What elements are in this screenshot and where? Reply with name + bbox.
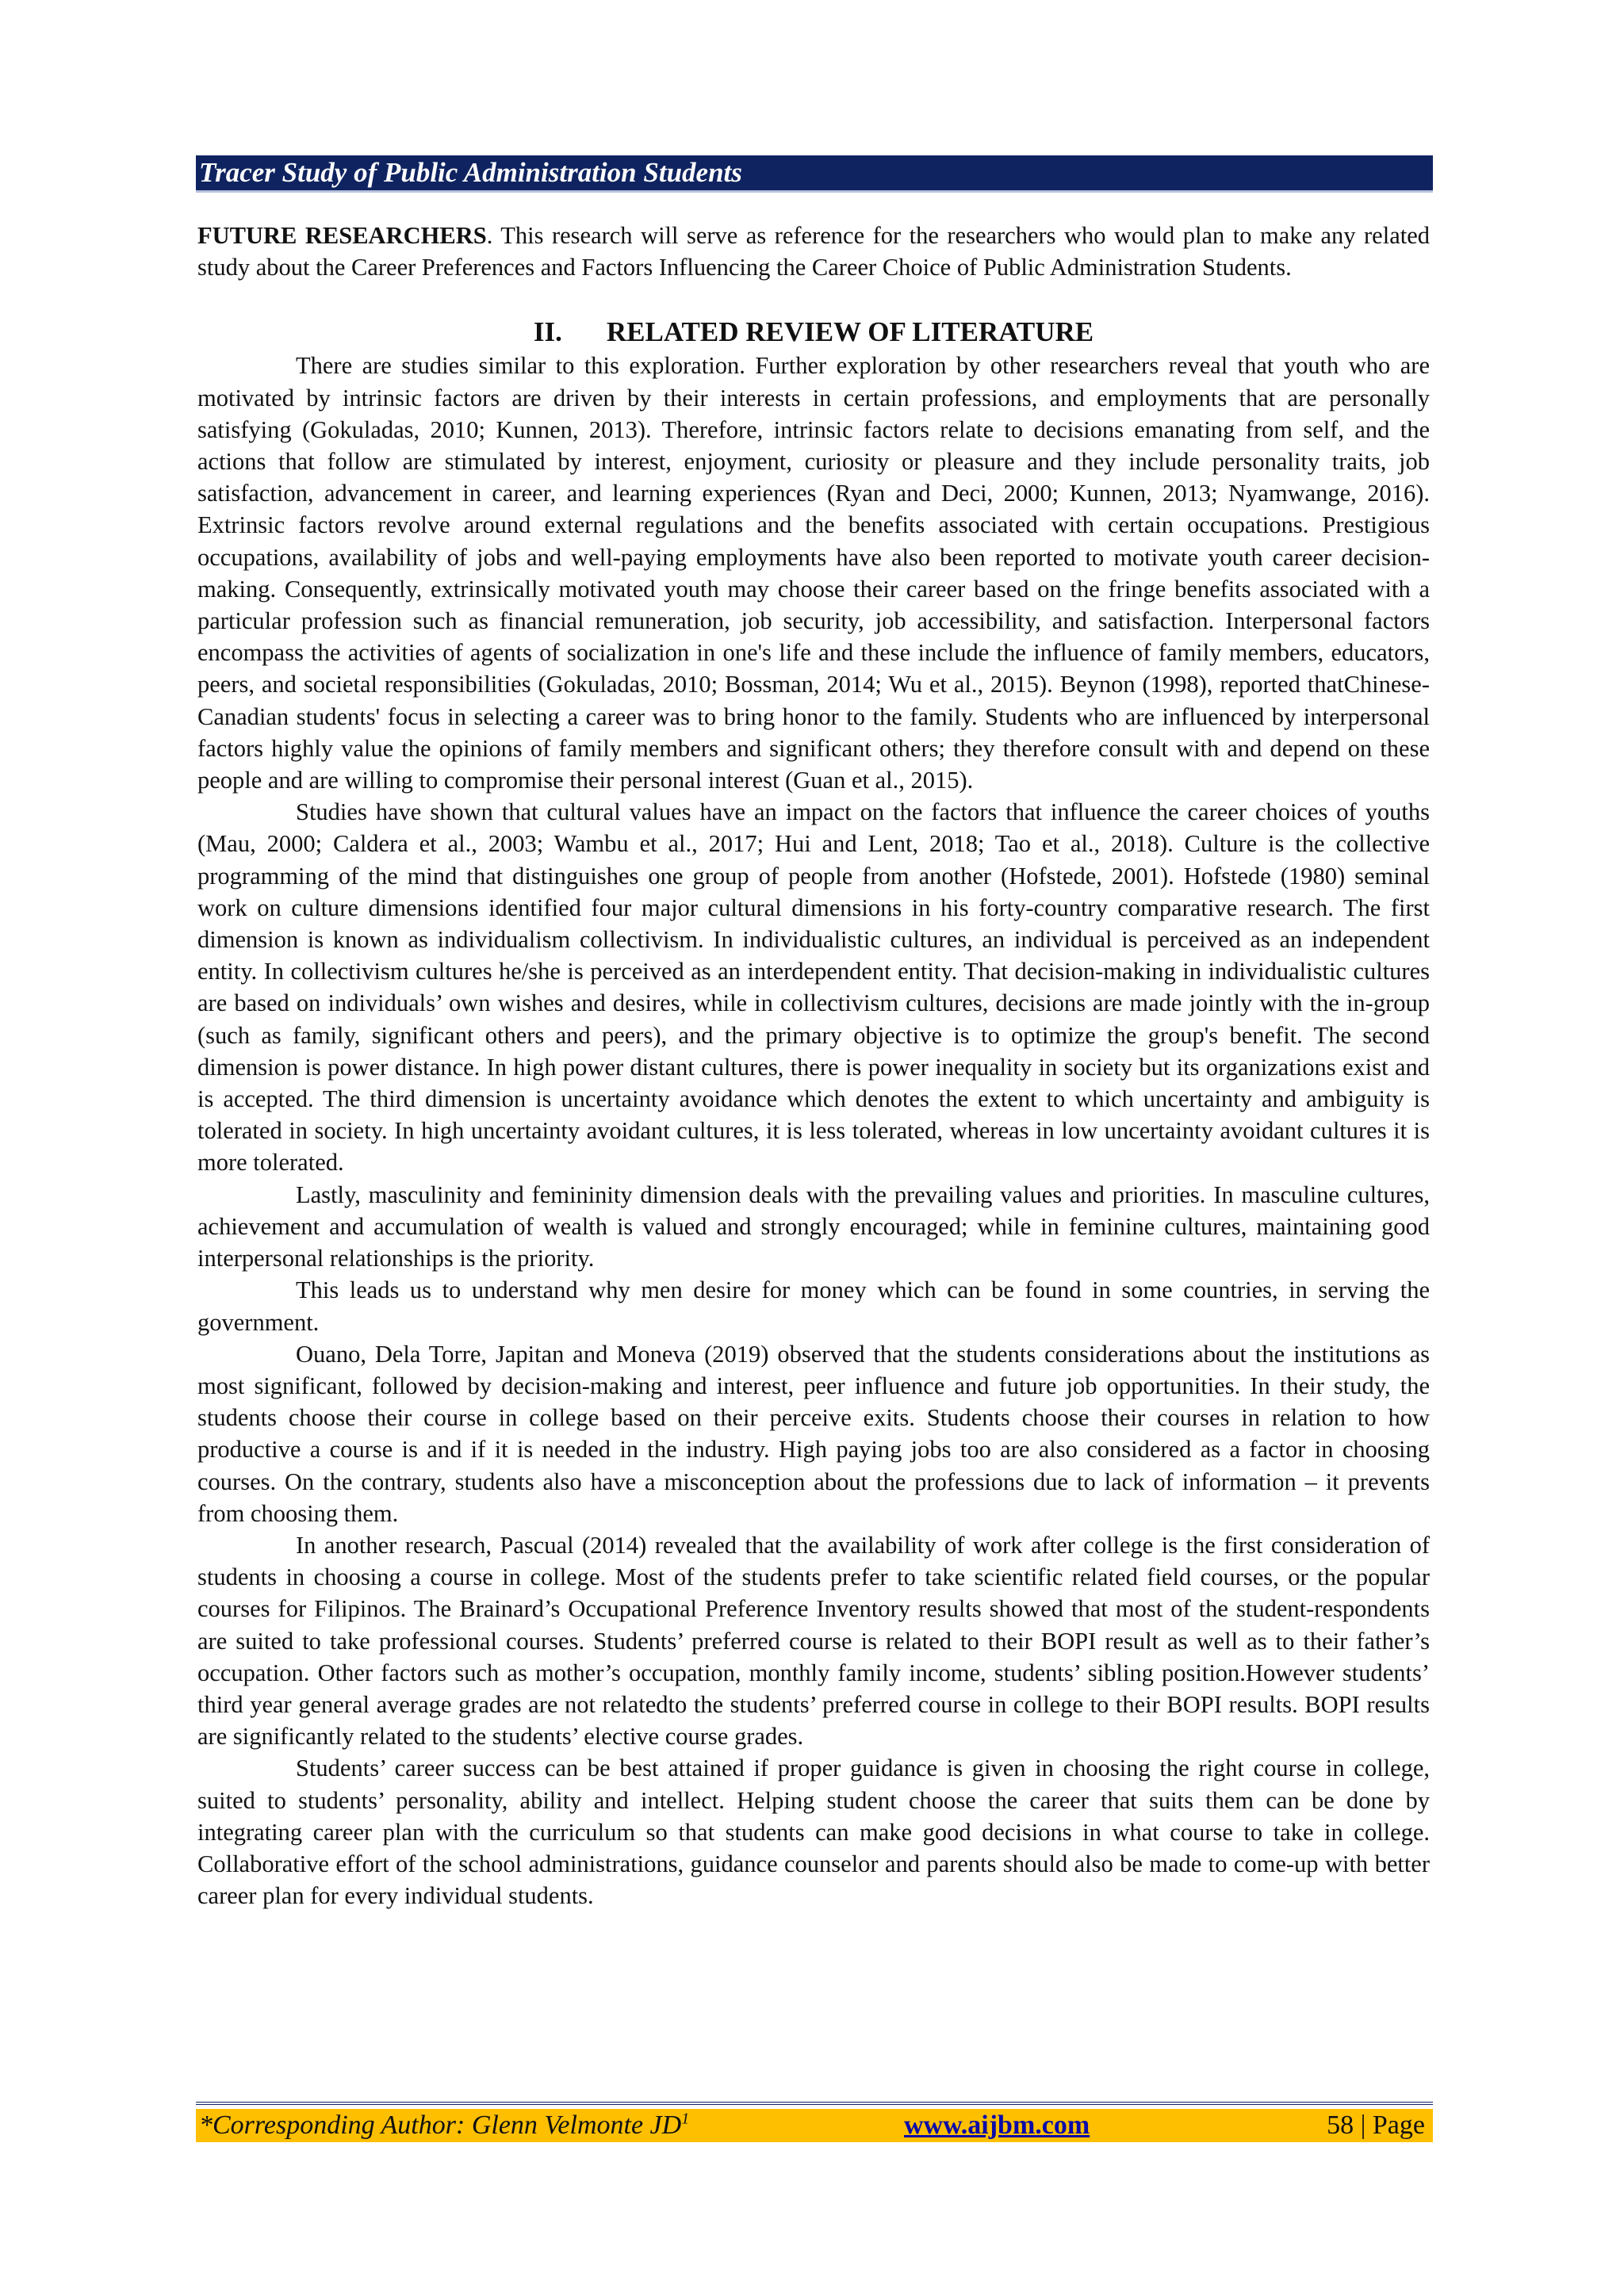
body-paragraph: Studies have shown that cultural values have an impact on the factors that influence the career choices of youths (Mau, 2000; Caldera et al., 2003; Wambu et al., 2017; Hui and Lent, 2018; Tao et al., 2018). Culture is the collective programming of the mind that distinguishes one group of people from another (Hofstede, 2001). Hofstede (1980) seminal work on culture dimensions identified four major cultural dimensions in his forty-country comparative research. The first dimension is known as individualism collectivism. In individualistic cultures, an individual is perceived as an independent entity. In collectivism cultures he/she is perceived as an interdependent entity. That decision-making in individualistic cultures are based on individuals’ own wishes and desires, while in collectivism cultures, decisions are made jointly with the in-group (such as family, significant others and peers), and the primary objective is to optimize the group's benefit. The second dimension is power distance. In high power distant cultures, there is power inequality in society but its organizations exist and is accepted. The third dimension is uncertainty avoidance which denotes the extent to which uncertainty and ambiguity is tolerated in society. In high uncertainty avoidant cultures, it is less tolerated, whereas in low uncertainty avoidant cultures it is more tolerated. xyxy=(197,798,1430,1177)
intro-text: . This research will serve as reference for the researchers who would plan to make any related study about the Career Preferences and Factors Influencing the Career Choice of Public Administration Students. xyxy=(197,222,1430,281)
body-paragraph: In another research, Pascual (2014) revealed that the availability of work after college is the first consideration of students in choosing a course in college. Most of the students prefer to take scientific related field courses, or the popular courses for Filipinos. The Brainard’s Occupational Preference Inventory results showed that most of the student-respondents are suited to take professional courses. Students’ preferred course is related to their BOPI result as well as to their father’s occupation. Other factors such as mother’s occupation, monthly family income, students’ sibling position.However students’ third year general average grades are not relatedto the students’ preferred course in college to their BOPI results. BOPI results are significantly related to the students’ elective course grades. xyxy=(197,1531,1430,1751)
section-title: RELATED REVIEW OF LITERATURE xyxy=(606,316,1094,348)
section-heading xyxy=(197,315,1430,350)
journal-link[interactable]: www.aijbm.com xyxy=(904,2110,1090,2140)
article-body xyxy=(197,220,1430,1911)
section-number: II. xyxy=(533,316,562,348)
intro-lead: FUTURE RESEARCHERS xyxy=(197,222,487,249)
corresponding-author xyxy=(199,2109,689,2142)
body-paragraph: Ouano, Dela Torre, Japitan and Moneva (2019) observed that the students considerations about the institutions as most significant, followed by decision-making and interest, peer influence and future job opportunities. In their study, the students choose their course in college based on their perceive exits. Students choose their courses in relation to how productive a course is and if it is needed in the industry. High paying jobs too are also considered as a factor in choosing courses. On the contrary, students also have a misconception about the professions due to lack of information – it prevents from choosing them. xyxy=(197,1340,1430,1527)
author-separator: : xyxy=(455,2110,472,2140)
author-label: *Corresponding Author xyxy=(199,2110,456,2140)
page-number: 58 | Page xyxy=(1327,2110,1425,2140)
running-header xyxy=(196,155,1433,193)
author-affiliation: 1 xyxy=(681,2110,690,2128)
body-paragraph: Students’ career success can be best attained if proper guidance is given in choosing the right course in college, suited to students’ personality, ability and intellect. Helping student choose the career that suits them can be done by integrating career plan with the curriculum so that students can make good decisions in what course to take in college. Collaborative effort of the school administrations, guidance counselor and parents should also be made to come-up with better career plan for every individual students. xyxy=(197,1755,1430,1910)
author-name: Glenn Velmonte JD xyxy=(471,2110,682,2140)
running-header-title: Tracer Study of Public Administration Students xyxy=(199,157,742,188)
body-paragraph: This leads us to understand why men desire for money which can be found in some countries, in serving the government. xyxy=(197,1276,1430,1336)
intro-paragraph xyxy=(197,220,1430,283)
footer-divider xyxy=(196,2102,1433,2105)
body-paragraph: Lastly, masculinity and femininity dimension deals with the prevailing values and priorities. In masculine cultures, achievement and accumulation of wealth is valued and strongly encouraged; while in feminine cultures, maintaining good interpersonal relationships is the priority. xyxy=(197,1181,1430,1272)
body-paragraph: There are studies similar to this exploration. Further exploration by other researchers reveal that youth who are motivated by intrinsic factors are driven by their interests in certain professions, and employments that are personally satisfying (Gokuladas, 2010; Kunnen, 2013). Therefore, intrinsic factors relate to decisions emanating from self, and the actions that follow are stimulated by interest, enjoyment, curiosity or pleasure and they include personality traits, job satisfaction, advancement in career, and learning experiences (Ryan and Deci, 2000; Kunnen, 2013; Nyamwange, 2016). Extrinsic factors revolve around external regulations and the benefits associated with certain occupations. Prestigious occupations, availability of jobs and well-paying employments have also been reported to motivate youth career decision-making. Consequently, extrinsically motivated youth may choose their career based on the fringe benefits associated with a particular profession such as financial remuneration, job security, job accessibility, and satisfaction. Interpersonal factors encompass the activities of agents of socialization in one's life and these include the influence of family members, educators, peers, and societal responsibilities (Gokuladas, 2010; Bossman, 2014; Wu et al., 2015). Beynon (1998), reported thatChinese-Canadian students' focus in selecting a career was to bring honor to the family. Students who are influenced by interpersonal factors highly value the opinions of family members and significant others; they therefore consult with and depend on these people and are willing to compromise their personal interest (Guan et al., 2015). xyxy=(197,352,1430,794)
footer-bar xyxy=(196,2109,1433,2142)
